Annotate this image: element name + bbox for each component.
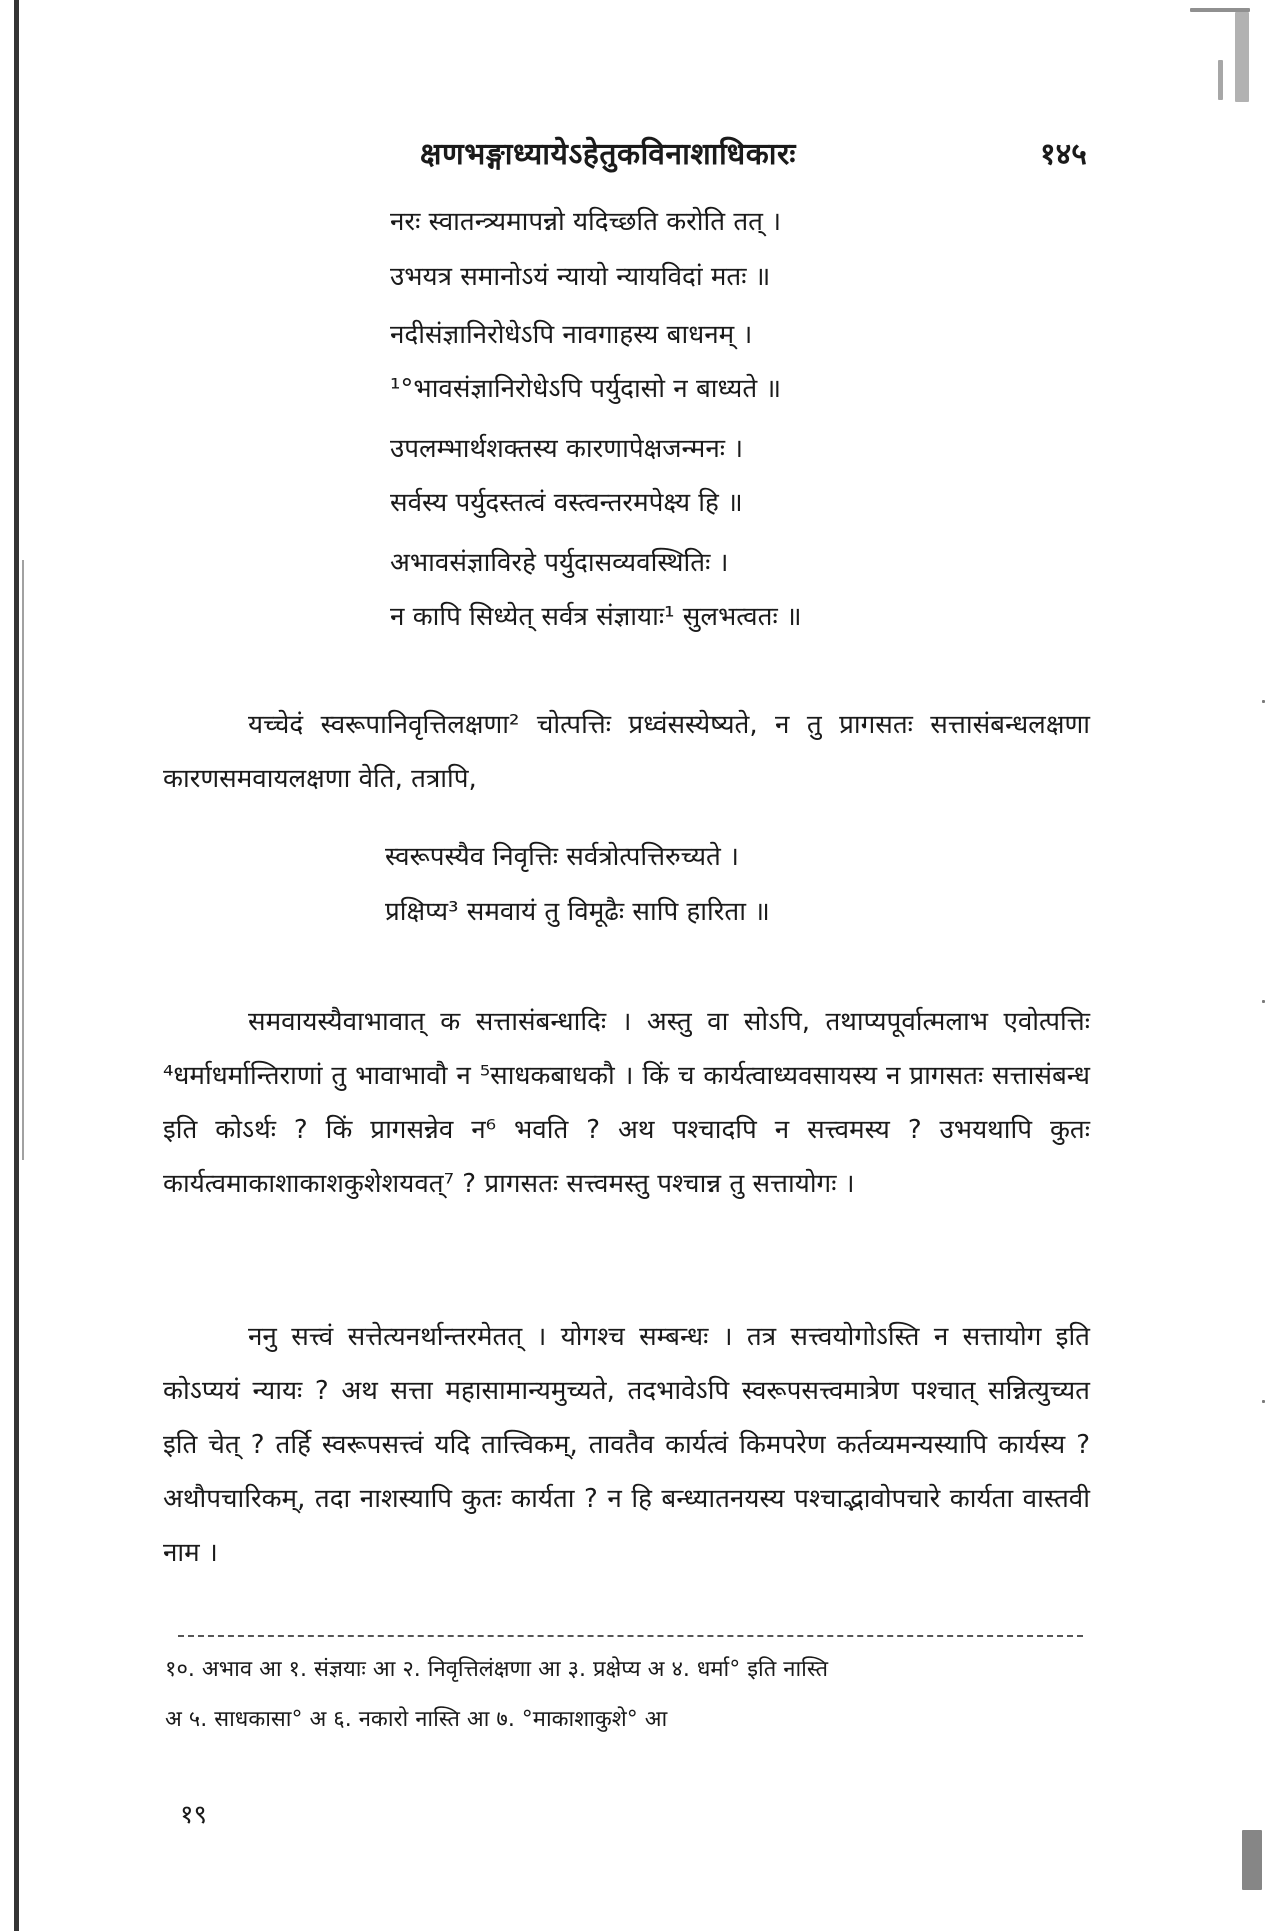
signature-mark: १९ bbox=[180, 1800, 208, 1830]
page-edge-shadow bbox=[14, 0, 19, 1931]
verse-line: न कापि सिध्येत् सर्वत्र संज्ञायाः¹ सुलभत्वतः ॥ bbox=[390, 602, 802, 632]
paragraph: ननु सत्त्वं सत्तेत्यनर्थान्तरमेतत् । योगश्च सम्बन्धः । तत्र सत्त्वयोगोऽस्ति न सत्तायोग इति कोऽप्ययं न्यायः ? अथ सत्ता महासामान्यमुच्यते, तदभावेऽपि स्वरूपसत्त्वमात्रेण पश्चात् सन्नित्युच्यत इति चेत् ? तर्हि स्वरूपसत्त्वं यदि तात्त्विकम्, तावतैव कार्यत्वं किमपरेण कर्तव्यमन्यस्यापि कार्यस्य ? अथौपचारिकम्, तदा नाशस्यापि कुतः कार्यता ? न हि बन्ध्यातनयस्य पश्चाद्भावोपचारे कार्यता वास्तवी नाम । bbox=[163, 1322, 1090, 1568]
verse-line: अभावसंज्ञाविरहे पर्युदासव्यवस्थितिः । bbox=[390, 548, 729, 578]
scan-speckle bbox=[1262, 700, 1265, 703]
scan-speckle bbox=[1262, 1400, 1265, 1403]
verse-line: प्रक्षिप्य³ समवायं तु विमूढैः सापि हारिता ॥ bbox=[385, 897, 770, 927]
verse-line: नदीसंज्ञानिरोधेऽपि नावगाहस्य बाधनम् । bbox=[390, 320, 753, 350]
scan-speckle bbox=[1262, 1000, 1265, 1003]
page-edge-shadow-inner bbox=[22, 560, 24, 1160]
footnote-line: अ ५. साधकासा° अ ६. नकारो नास्ति आ ७. °माकाशाकुशे° आ bbox=[165, 1707, 668, 1732]
scan-speckle bbox=[1235, 12, 1249, 102]
footnote-divider bbox=[178, 1635, 1083, 1637]
scan-speckle bbox=[1218, 60, 1223, 100]
paragraph: यच्चेदं स्वरूपानिवृत्तिलक्षणा² चोत्पत्तिः प्रध्वंसस्येष्यते, न तु प्रागसतः सत्तासंबन्धलक्षणा कारणसमवायलक्षणा वेति, तत्रापि, bbox=[163, 710, 1090, 794]
footnote-line: १०. अभाव आ १. संज्ञयाः आ २. निवृत्तिलंक्षणा आ ३. प्रक्षेप्य अ ४. धर्मा° इति नास्ति bbox=[165, 1657, 828, 1682]
running-title: क्षणभङ्गाध्यायेऽहेतुकविनाशाधिकारः bbox=[420, 137, 796, 172]
verse-line: ¹°भावसंज्ञानिरोधेऽपि पर्युदासो न बाध्यते ॥ bbox=[390, 374, 782, 404]
page-number: १४५ bbox=[1040, 137, 1087, 172]
verse-line: उपलम्भार्थशक्तस्य कारणापेक्षजन्मनः । bbox=[390, 434, 744, 464]
verse-line: उभयत्र समानोऽयं न्यायो न्यायविदां मतः ॥ bbox=[390, 262, 771, 292]
verse-line: स्वरूपस्यैव निवृत्तिः सर्वत्रोत्पत्तिरुच्यते । bbox=[385, 842, 739, 872]
paragraph: समवायस्यैवाभावात् क सत्तासंबन्धादिः । अस्तु वा सोऽपि, तथाप्यपूर्वात्मलाभ एवोत्पत्तिः ⁴धर्माधर्मान्तिराणां तु भावाभावौ न ⁵साधकबाधकौ । किं च कार्यत्वाध्यवसायस्य न प्रागसतः सत्तासंबन्ध इति कोऽर्थः ? किं प्रागसन्नेव न⁶ भवति ? अथ पश्चादपि न सत्त्वमस्य ? उभयथापि कुतः कार्यत्वमाकाशाकाशकुशेशयवत्⁷ ? प्रागसतः सत्त्वमस्तु पश्चान्न तु सत्तायोगः । bbox=[163, 1007, 1090, 1199]
verse-line: सर्वस्य पर्युदस्तत्वं वस्त्वन्तरमपेक्ष्य हि ॥ bbox=[390, 488, 743, 518]
scan-speckle bbox=[1242, 1830, 1262, 1890]
verse-line: नरः स्वातन्त्र्यमापन्नो यदिच्छति करोति तत् । bbox=[390, 207, 782, 237]
